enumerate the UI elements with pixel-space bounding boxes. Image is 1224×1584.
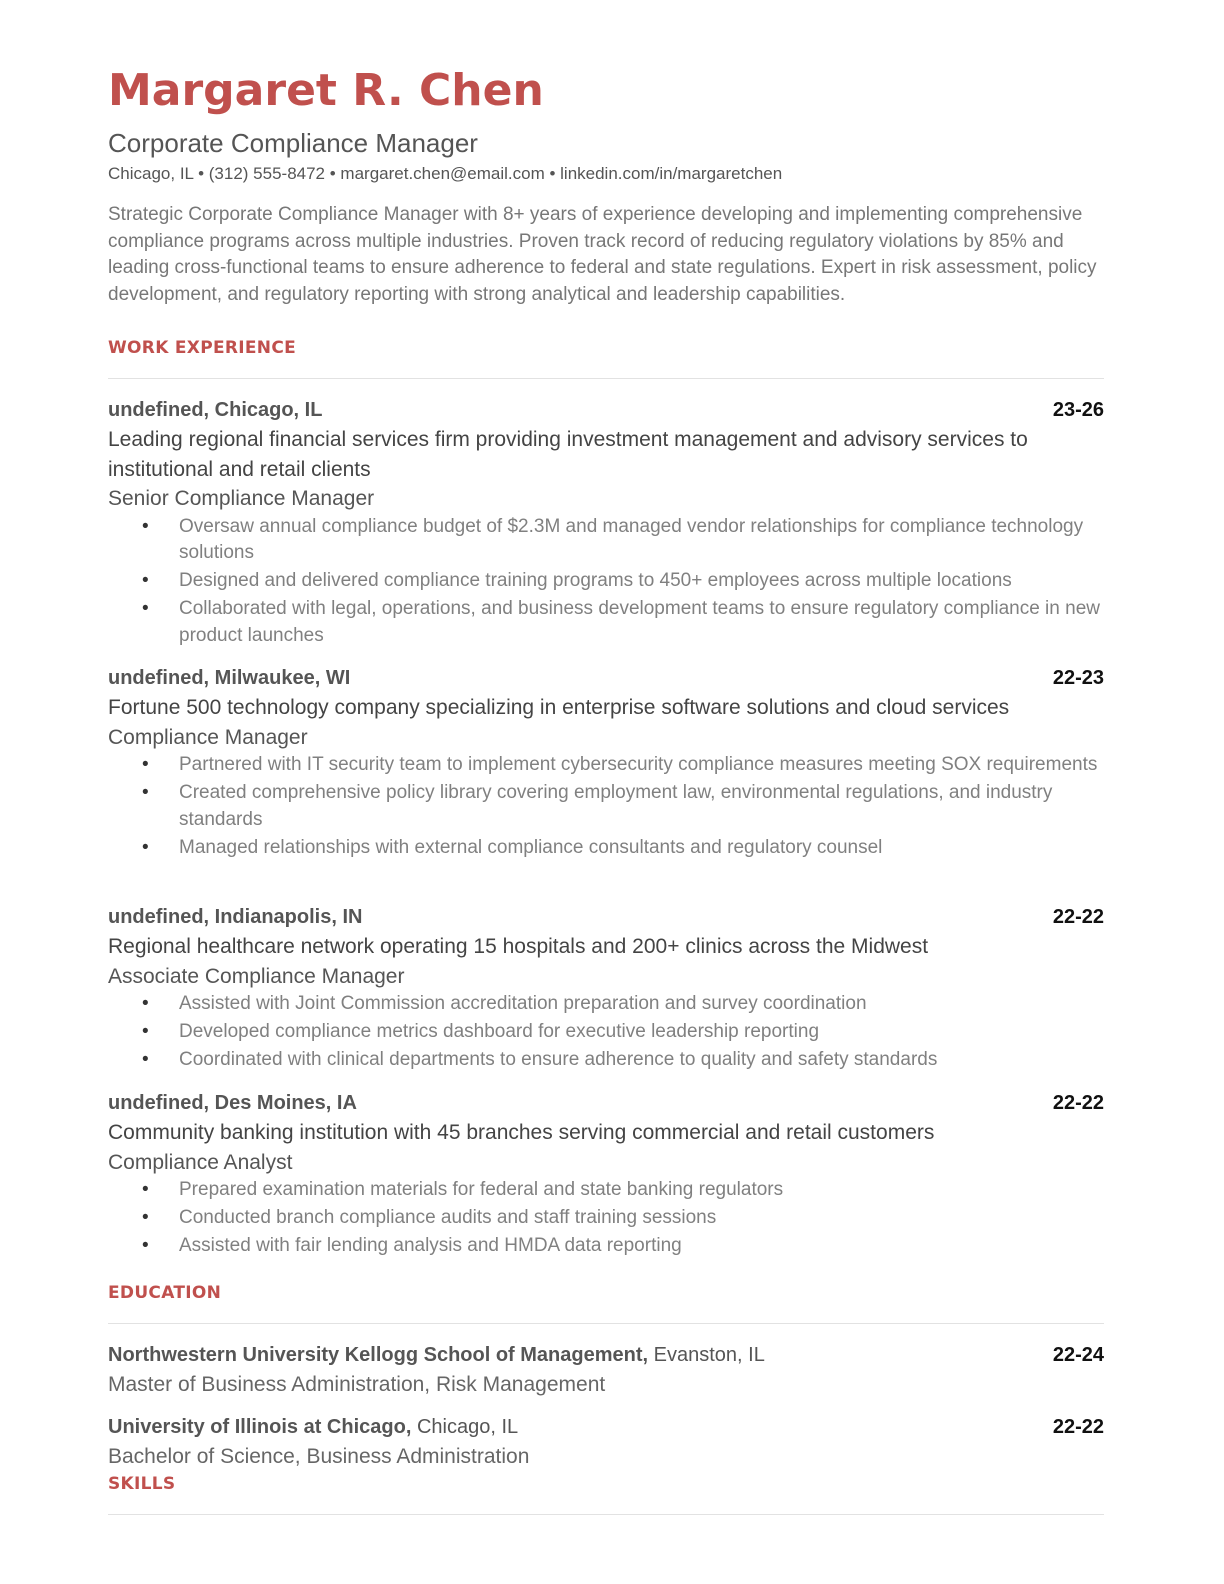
job-entry (108, 395, 1104, 651)
job-entry (108, 663, 1104, 863)
job-bullet: • Conducted branch compliance audits and staff training sessions (108, 1205, 1104, 1232)
job-company: undefined, Des Moines, IA (108, 1092, 357, 1114)
education-school: Northwestern University Kellogg School of Management, (108, 1344, 649, 1366)
job-dates: 23-26 (1052, 399, 1104, 421)
job-role: Associate Compliance Manager (108, 964, 405, 988)
job-bullet: • Designed and delivered compliance training programs to 450+ employees across multiple locations (108, 568, 1104, 595)
bullet-icon: • (142, 1235, 149, 1257)
education-school-line (108, 1412, 518, 1442)
job-bullet: • Collaborated with legal, operations, and business development teams to ensure regulatory compliance in new product launches (142, 598, 1100, 646)
job-bullets (108, 1177, 1104, 1260)
bullet-icon: • (142, 1207, 149, 1229)
job-bullets (108, 514, 1104, 650)
section-divider (108, 1323, 1104, 1324)
education-school: University of Illinois at Chicago, (108, 1416, 412, 1438)
education-degree: Master of Business Administration, Risk Management (108, 1373, 606, 1396)
job-bullets (108, 752, 1104, 861)
education-entry (108, 1412, 1104, 1472)
professional-summary: Strategic Corporate Compliance Manager with 8+ years of experience developing and implementing comprehensive compliance programs across multiple industries. Proven track record of reducing regulatory violations by 85% and leading cross-functional teams to ensure adherence to federal and state regulations. Expert in risk assessment, policy development, and regulatory reporting with strong analytical and leadership capabilities. (108, 204, 1097, 306)
section-divider (108, 1514, 1104, 1515)
education-entry (108, 1340, 1104, 1400)
job-company-description: Fortune 500 technology company specializing in enterprise software solutions and cloud services (108, 696, 1010, 719)
skills-heading: SKILLS (108, 1474, 176, 1494)
job-bullet: • Created comprehensive policy library covering employment law, environmental regulations, and industry standards (142, 782, 1053, 830)
bullet-icon: • (142, 515, 149, 537)
job-bullet: • Oversaw annual compliance budget of $2.3M and managed vendor relationships for compliance technology solutions (142, 515, 1084, 563)
bullet-icon: • (142, 782, 149, 804)
bullet-icon: • (142, 570, 149, 592)
job-entry (108, 902, 1104, 1076)
job-bullet: • Partnered with IT security team to implement cybersecurity compliance measures meeting SOX requirements (108, 752, 1104, 779)
job-company-description: Leading regional financial services firm providing investment management and advisory services to institutional and retail clients (108, 428, 1028, 481)
job-dates: 22-22 (1052, 906, 1104, 928)
job-bullet: • Coordinated with clinical departments to ensure adherence to quality and safety standards (108, 1047, 1104, 1074)
education-heading: EDUCATION (108, 1283, 222, 1303)
job-company-description: Regional healthcare network operating 15 hospitals and 200+ clinics across the Midwest (108, 935, 929, 958)
job-bullets (108, 991, 1104, 1074)
bullet-icon: • (142, 1021, 149, 1043)
work-experience-heading: WORK EXPERIENCE (108, 338, 297, 358)
job-dates: 22-22 (1052, 1092, 1104, 1114)
job-company: undefined, Indianapolis, IN (108, 906, 363, 928)
job-dates: 22-23 (1052, 667, 1104, 689)
education-degree: Bachelor of Science, Business Administration (108, 1445, 530, 1468)
contact-line: Chicago, IL • (312) 555-8472 • margaret.chen@email.com • linkedin.com/in/margaretchen (108, 164, 783, 183)
job-role: Compliance Manager (108, 725, 308, 749)
bullet-icon: • (142, 1049, 149, 1071)
job-company: undefined, Chicago, IL (108, 399, 323, 421)
job-entry (108, 1088, 1104, 1262)
candidate-title: Corporate Compliance Manager (108, 128, 478, 158)
bullet-icon: • (142, 993, 149, 1014)
bullet-icon: • (142, 598, 149, 620)
education-dates: 22-22 (1052, 1416, 1104, 1438)
job-bullet: • Assisted with Joint Commission accreditation preparation and survey coordination (108, 991, 1104, 1018)
job-bullet: • Developed compliance metrics dashboard for executive leadership reporting (108, 1019, 1104, 1046)
job-bullet: • Managed relationships with external compliance consultants and regulatory counsel (108, 835, 1104, 862)
job-company: undefined, Milwaukee, WI (108, 667, 351, 689)
bullet-icon: • (142, 836, 149, 858)
job-bullet: • Assisted with fair lending analysis and HMDA data reporting (108, 1233, 1104, 1260)
job-bullet: • Prepared examination materials for federal and state banking regulators (108, 1177, 1104, 1204)
education-dates: 22-24 (1052, 1344, 1104, 1366)
job-role: Compliance Analyst (108, 1150, 293, 1174)
education-city: Evanston, IL (648, 1344, 765, 1366)
bullet-icon: • (142, 754, 149, 775)
job-company-description: Community banking institution with 45 branches serving commercial and retail customers (108, 1121, 935, 1144)
job-role: Senior Compliance Manager (108, 487, 375, 510)
candidate-name: Margaret R. Chen (108, 65, 544, 116)
education-city: Chicago, IL (411, 1416, 519, 1438)
education-school-line (108, 1340, 765, 1370)
bullet-icon: • (142, 1179, 149, 1200)
section-divider (108, 378, 1104, 379)
